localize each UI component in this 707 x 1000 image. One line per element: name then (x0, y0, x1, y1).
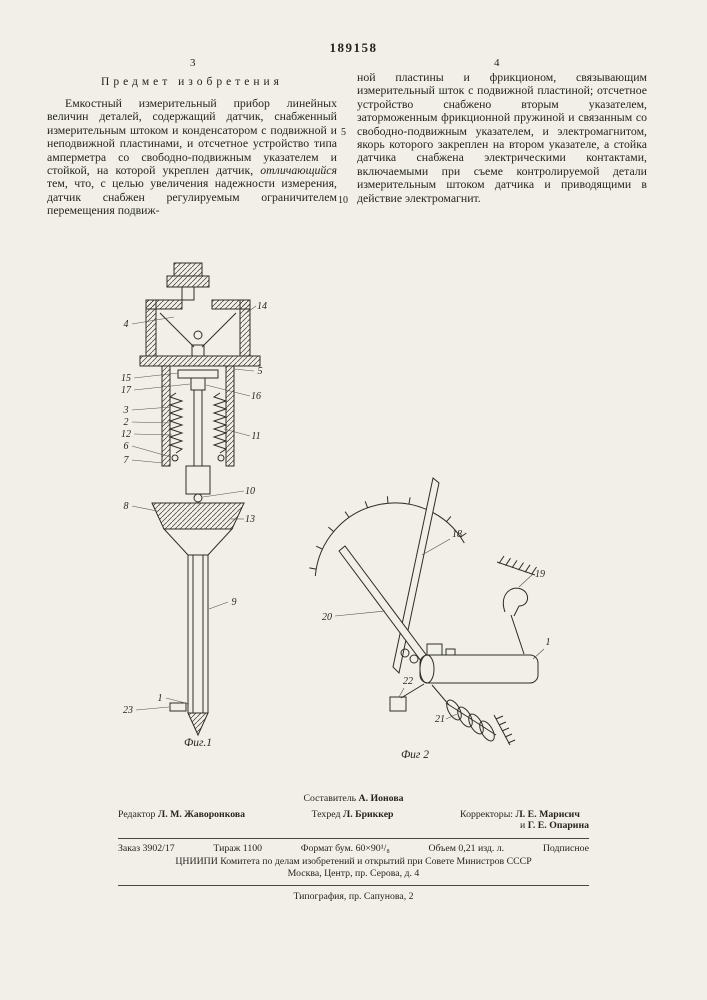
fig2-label-21: 21 (435, 714, 445, 725)
left-column (47, 71, 337, 218)
fig1-label-9: 9 (231, 597, 237, 608)
fig1-label-3: 3 (123, 405, 129, 416)
fig1-device-body (140, 263, 260, 735)
fig2-label-22: 22 (403, 676, 413, 687)
paper-format: Формат бум. 60×90¹/₈ (300, 842, 390, 854)
fig1-label-13: 13 (245, 514, 255, 525)
address-line: Москва, Центр, пр. Серова, д. 4 (287, 867, 420, 879)
fig1-label-15: 15 (121, 373, 131, 384)
fig1-caption: Фиг.1 (184, 737, 212, 749)
fig2-leader-lines (335, 539, 544, 719)
figure-1-drawing (112, 257, 292, 749)
fig1-label-8: 8 (123, 501, 129, 512)
committee-line: ЦНИИПИ Комитета по делам изобретений и открытий при Совете Министров СССР (175, 856, 532, 867)
fig2-label-20: 20 (322, 612, 332, 623)
fig1-label-23: 23 (123, 705, 133, 716)
footer-rule-top (118, 838, 589, 839)
techred-name: Л. Бриккер (342, 808, 394, 820)
claims-left-part2: тем, что, с целью увеличения надежности измерения, датчик снабжен регулируемым ограничителем перемещения подвиж- (47, 176, 337, 218)
editor-label: Редактор (118, 808, 156, 820)
footer-rule-bottom (118, 885, 589, 886)
corrector-2-prefix: и (520, 820, 526, 831)
fig2-label-18: 18 (452, 529, 462, 540)
fig1-label-7: 7 (123, 455, 129, 466)
left-column-number: 3 (190, 57, 196, 69)
roles-row (118, 809, 589, 832)
fig2-label-1: 1 (545, 637, 551, 648)
fig1-label-2: 2 (123, 417, 129, 428)
fig1-label-12: 12 (121, 429, 131, 440)
fig1-label-11: 11 (251, 431, 261, 442)
volume: Объем 0,21 изд. л. (428, 842, 505, 854)
fig2-labels (322, 529, 551, 725)
line-marker-10: 10 (338, 195, 348, 206)
fig1-label-10: 10 (245, 486, 255, 497)
line-marker-5: 5 (341, 127, 346, 138)
fig1-label-14: 14 (257, 301, 267, 312)
fig1-label-1: 1 (157, 693, 163, 704)
corrector-1: Л. Е. Марисич (515, 808, 580, 820)
editor-name: Л. М. Жаворонкова (157, 808, 246, 820)
figures-area (0, 255, 707, 775)
fig2-caption: Фиг 2 (400, 749, 430, 761)
fig2-mechanism (309, 478, 538, 745)
claims-emphasis: отличающийся (260, 163, 337, 178)
compiler-line (118, 793, 589, 805)
print-details-row (118, 843, 589, 855)
claims-left-paragraph (47, 97, 337, 218)
compiler-name: А. Ионова (358, 793, 404, 804)
fig1-label-5: 5 (257, 366, 263, 377)
fig2-label-19: 19 (535, 569, 545, 580)
claims-left-part1: Емкостный измерительный прибор линейных величин деталей, содержащий датчик, снабженный измерительным штоком и конденсатором с подвижной и неподвижной пластинами, и отсчетное устройство типа амперметра со свободно-подвижным указателем и стойкой, на которой укреплен датчик, (47, 96, 337, 178)
print-run: Тираж 1100 (213, 842, 263, 854)
figure-2-drawing (300, 463, 590, 763)
claims-heading: Предмет изобретения (101, 76, 283, 88)
correctors (460, 809, 589, 832)
imprint-footer (118, 793, 589, 903)
techred-label: Техред (311, 808, 341, 820)
compiler-label: Составитель (303, 793, 357, 804)
techred (312, 809, 394, 832)
right-column (357, 71, 647, 218)
gutter (337, 71, 357, 218)
claims-right-paragraph: ной пластины и фрикционом, связывающим измерительный шток с подвижной пластиной; отсчетное устройство снабжено вторым указателем, заторможенным фрикционной пружиной и связанным со свободно-подвижным указателем, и электромагнитом, якорь которого закреплен на втором указателе, а стойка датчика снабжена электрическими контактами, включаемыми при съеме контролируемой детали измерительным штоком датчика и приводящими в действие электромагнит. (357, 70, 647, 205)
fig1-label-17: 17 (121, 385, 131, 396)
typography-line: Типография, пр. Сапунова, 2 (293, 891, 414, 902)
fig1-label-16: 16 (251, 391, 261, 402)
fig1-label-4: 4 (123, 319, 129, 330)
corrector-2: Г. Е. Опарина (527, 820, 589, 831)
editor (118, 809, 245, 832)
order-number: Заказ 3902/17 (118, 842, 175, 854)
right-column-number: 4 (494, 57, 500, 69)
correctors-label: Корректоры: (460, 808, 514, 820)
patent-number: 189158 (329, 40, 378, 55)
corrector-2-line (520, 820, 589, 832)
fig1-label-6: 6 (123, 441, 129, 452)
claims-columns (47, 71, 647, 218)
subscription: Подписное (542, 842, 589, 854)
